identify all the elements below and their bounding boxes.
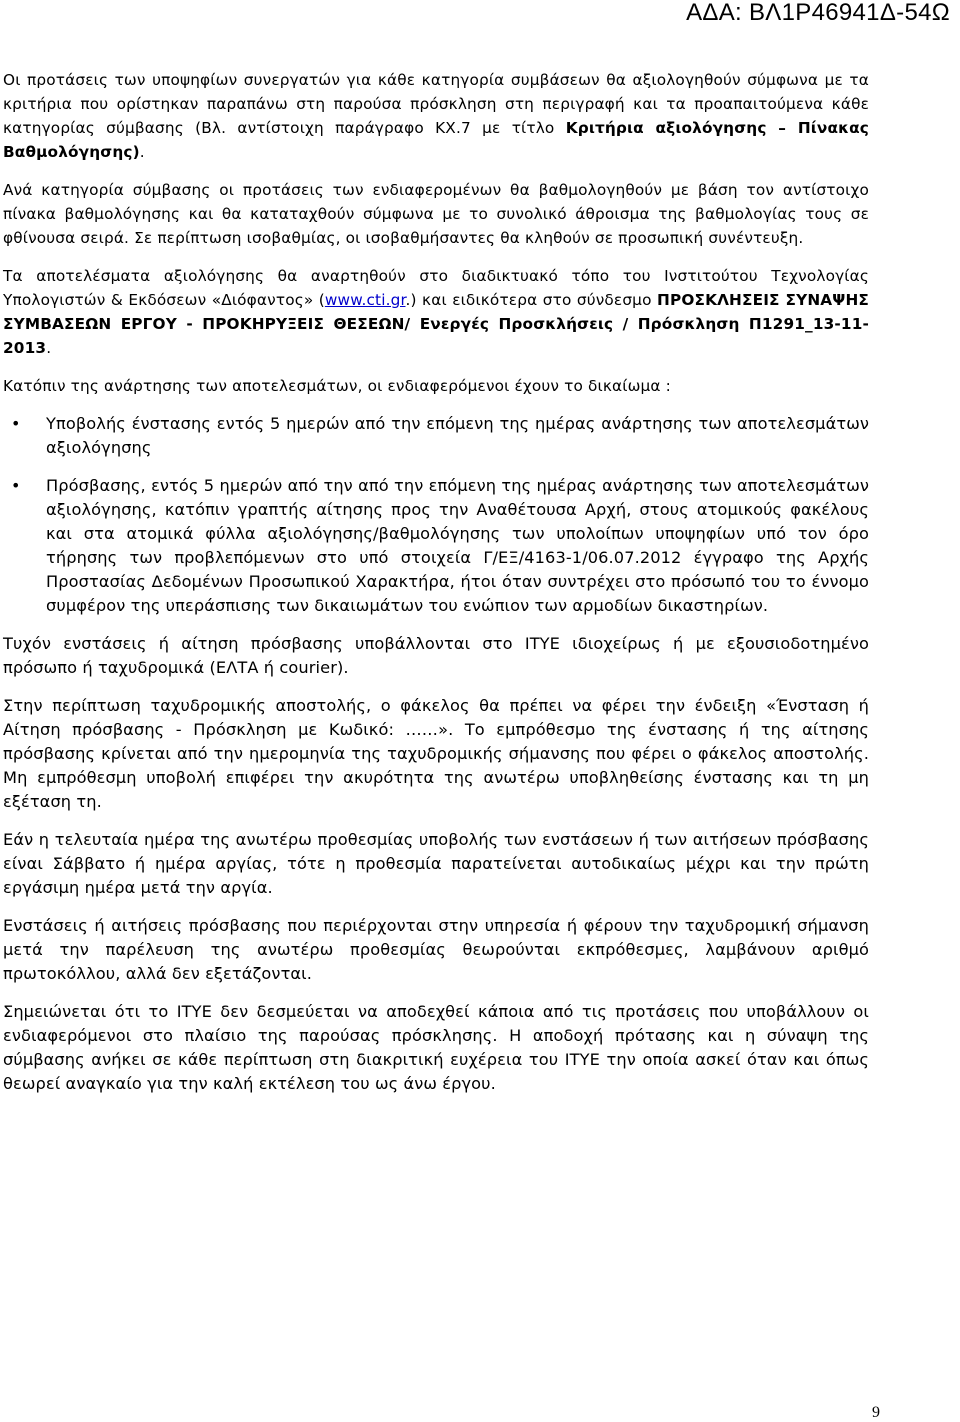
paragraph-ranking: Ανά κατηγορία σύμβασης οι προτάσεις των ενδιαφερομένων θα βαθμολογηθούν με βάση τον αντίστοιχο πίνακα βαθμολόγησης και θα καταταχθούν σύμφωνα με το συνολικό άθροισμα της βαθμολογίας τους σε φθίνουσα σειρά. Σε περίπτωση ισοβαθμίας, οι ισοβαθμήσαντες θα κληθούν σε προσωπική συνέντευξη. xyxy=(3,181,869,247)
document-body xyxy=(3,68,869,1110)
paragraph-text-end: . xyxy=(46,339,52,357)
list-item xyxy=(3,412,869,460)
paragraph-submission: Τυχόν ενστάσεις ή αίτηση πρόσβασης υποβάλλονται στο ΙΤΥΕ ιδιοχείρως ή με εξουσιοδοτημένο πρόσωπο ή ταχυδρομικά (ΕΛΤΑ ή courier). xyxy=(3,634,869,677)
paragraph-postal: Στην περίπτωση ταχυδρομικής αποστολής, ο φάκελος θα πρέπει να φέρει την ένδειξη «Ένσταση ή Αίτηση πρόσβασης - Πρόσκληση με Κωδικό: ……». Το εμπρόθεσμο της ένστασης ή της αίτησης πρόσβασης κρίνεται από την ημερομηνία της ταχυδρομικής σήμανσης που φέρει ο φάκελος αποστολής. Μη εμπρόθεσμη υποβολή επιφέρει την ακυρότητα της ανωτέρω υποβληθείσης ένστασης και τη μη εξέταση τη. xyxy=(3,696,869,811)
paragraph-text: Τα αποτελέσματα αξιολόγησης θα αναρτηθούν στο διαδικτυακό τόπο του Ινστιτούτου Τεχνολογίας Υπολογιστών & Εκδόσεων «Διόφαντος» ( xyxy=(3,267,869,309)
paragraph-rights-intro: Κατόπιν της ανάρτησης των αποτελεσμάτων, οι ενδιαφερόμενοι έχουν το δικαίωμα : xyxy=(3,377,671,395)
document-ada-code: ΑΔΑ: ΒΛ1Ρ46941Δ-54Ω xyxy=(686,0,950,26)
paragraph-results-publication xyxy=(3,264,869,360)
paragraph-text: Οι προτάσεις των υποψηφίων συνεργατών για κάθε κατηγορία συμβάσεων θα αξιολογηθούν σύμφωνα με τα κριτήρια που ορίστηκαν παραπάνω στη παρούσα πρόσκληση στη περιγραφή και τα προαπαιτούμενα κάθε κατηγορίας σύμβασης (Βλ. αντίστοιχη παράγραφο ΚΧ.7 με τίτλο xyxy=(3,71,869,137)
page-number: 9 xyxy=(872,1404,880,1421)
bullet-icon: • xyxy=(11,414,21,433)
list-item-text: Πρόσβασης, εντός 5 ημερών από την από την επόμενη της ημέρας ανάρτησης των αποτελεσμάτων αξιολόγησης, κατόπιν γραπτής αίτησης προς την Αναθέτουσα Αρχή, στους ατομικούς φακέλους και στα ατομικά φύλλα αξιολόγησης/βαθμολόγησης των υπολοίπων υποψηφίων υπό τον όρο τήρησης των προβλεπόμενων στο υπό στοιχεία Γ/ΕΞ/4163-1/06.07.2012 έγγραφο της Αρχής Προστασίας Δεδομένων Προσωπικού Χαρακτήρα, ήτοι όταν συντρέχει στο πρόσωπό του το έννομο συμφέρον της υπεράσπισης των δικαιωμάτων του ενώπιον των αρμοδίων δικαστηρίων. xyxy=(46,476,869,615)
rights-list xyxy=(3,412,869,618)
paragraph-evaluation-criteria xyxy=(3,68,869,164)
bullet-icon: • xyxy=(11,476,21,495)
bold-reference: Κριτήρια αξιολόγησης – Πίνακας Βαθμολόγησης) xyxy=(3,119,870,161)
paragraph-text-mid: .) και ειδικότερα στο σύνδεσμο xyxy=(405,291,657,309)
bold-invitation-path: ΠΡΟΣΚΛΗΣΕΙΣ ΣΥΝΑΨΗΣ ΣΥΜΒΑΣΕΩΝ ΕΡΓΟΥ - ΠΡΟΚΗΡΥΞΕΙΣ ΘΕΣΕΩΝ/ Ενεργές Προσκλήσεις / Πρόσκληση Π1291_13-11-2013 xyxy=(3,291,869,357)
paragraph-text-end: . xyxy=(139,143,145,161)
list-item xyxy=(3,474,869,618)
list-item-text: Υποβολής ένστασης εντός 5 ημερών από την επόμενη της ημέρας ανάρτησης των αποτελεσμάτων αξιολόγησης xyxy=(46,414,869,457)
paragraph-deadline-holiday: Εάν η τελευταία ημέρα της ανωτέρω προθεσμίας υποβολής των ενστάσεων ή των αιτήσεων πρόσβασης είναι Σάββατο ή ημέρα αργίας, τότε η προθεσμία παρατείνεται αυτοδικαίως μέχρι και την πρώτη εργάσιμη ημέρα μετά την αργία. xyxy=(3,830,869,897)
paragraph-no-obligation: Σημειώνεται ότι το ΙΤΥΕ δεν δεσμεύεται να αποδεχθεί κάποια από τις προτάσεις που υποβάλλουν οι ενδιαφερόμενοι στο πλαίσιο της παρούσας πρόσκλησης. Η αποδοχή πρότασης και η σύναψη της σύμβασης ανήκει σε κάθε περίπτωση στη διακριτική ευχέρεια του ΙΤΥΕ την οποία ασκεί όταν και όπως θεωρεί αναγκαίο για την καλή εκτέλεση του ως άνω έργου. xyxy=(3,1002,869,1093)
cti-website-link[interactable]: www.cti.gr xyxy=(324,291,406,309)
paragraph-late-objections: Ενστάσεις ή αιτήσεις πρόσβασης που περιέρχονται στην υπηρεσία ή φέρουν την ταχυδρομική σήμανση μετά την παρέλευση της ανωτέρω προθεσμίας θεωρούνται εκπρόθεσμες, λαμβάνουν αριθμό πρωτοκόλλου, αλλά δεν εξετάζονται. xyxy=(3,916,869,983)
